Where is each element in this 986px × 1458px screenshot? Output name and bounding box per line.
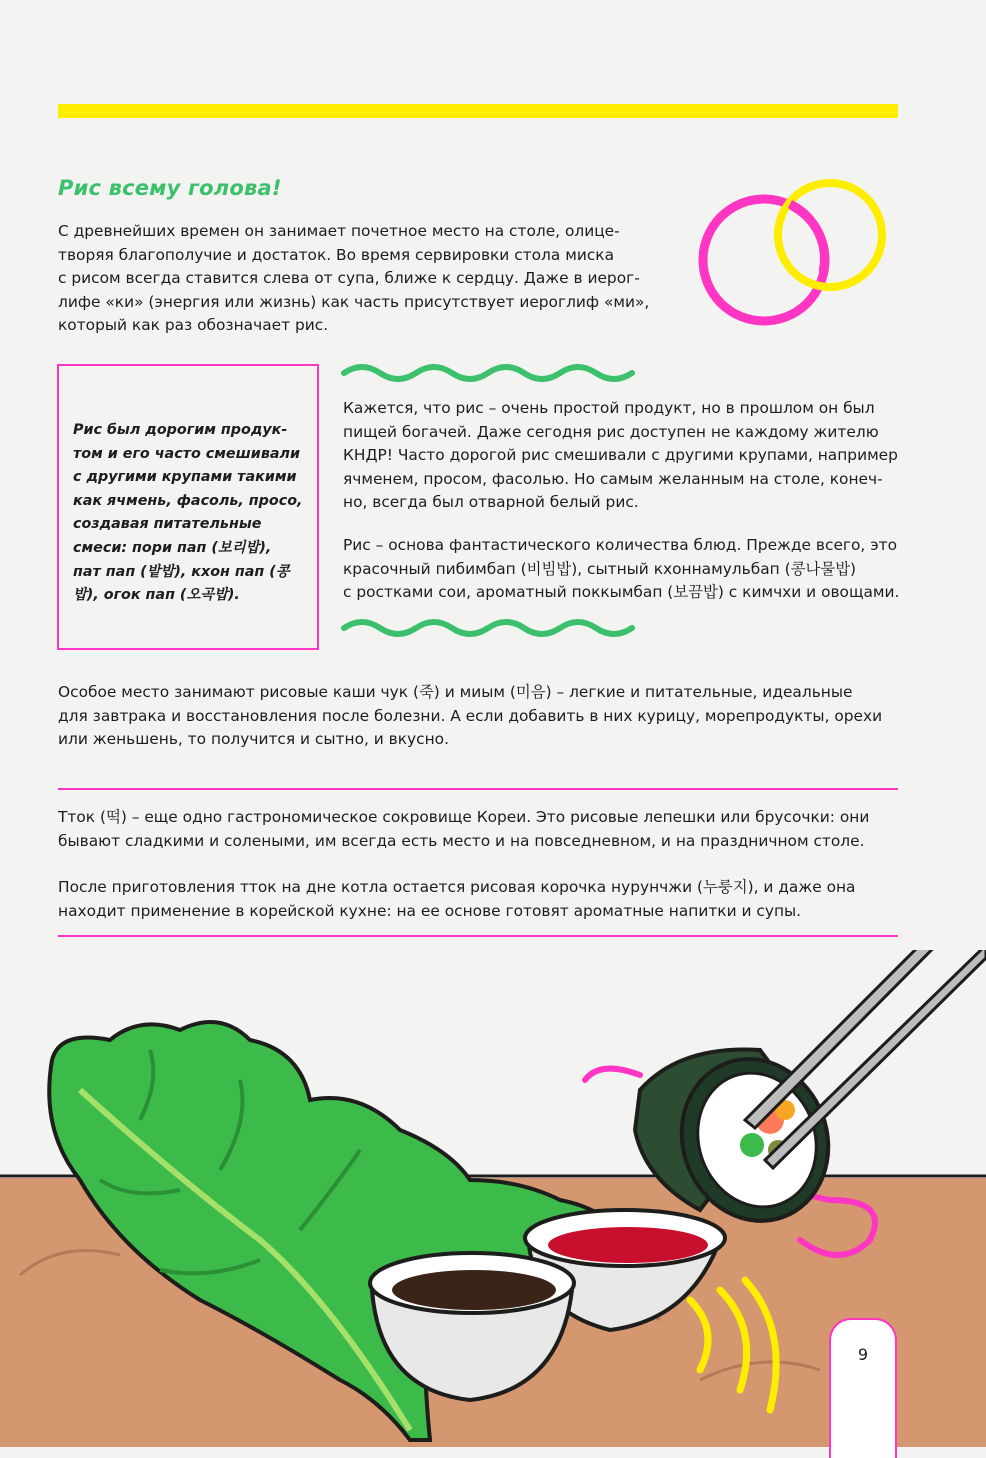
text-line: ячменем, просом, фасолью. Но самым желанным на столе, конеч-	[343, 469, 883, 488]
text-line: пищей богачей. Даже сегодня рис доступен не каждому жителю	[343, 422, 879, 441]
ttok-paragraph	[58, 806, 869, 853]
callout-text	[73, 419, 302, 608]
page-number-tab	[829, 1318, 897, 1458]
text-line: с другими крупами такими	[73, 469, 297, 486]
rice-dishes-paragraph	[343, 534, 899, 605]
text-line: с рисом всегда ставится слева от супа, ближе к сердцу. Даже в иерог-	[58, 269, 640, 287]
text-line: создавая питательные	[73, 516, 262, 533]
divider-line	[58, 788, 898, 790]
rice-luxury-paragraph	[343, 397, 898, 515]
text-line: смеси: пори пап (보리밥),	[73, 539, 272, 556]
text-line: Кажется, что рис – очень простой продукт, но в прошлом он был	[343, 399, 875, 417]
text-line: или женьшень, то получится и сытно, и вкусно.	[58, 730, 449, 748]
text-line: пат пап (밭밥), кхон пап (콩	[73, 563, 290, 580]
text-line: 밥), огок пап (오곡밥).	[73, 587, 240, 604]
text-line: красочный пибимбап (비빔밥), сытный кхоннамульбап (콩나물밥)	[343, 559, 857, 578]
text-line: с ростками сои, ароматный поккымбап (보끔밥) с кимчхи и овощами.	[343, 583, 900, 601]
rice-mixtures-callout	[57, 364, 319, 650]
text-line: Рис – основа фантастического количества блюд. Прежде всего, это	[343, 536, 898, 554]
wavy-divider-bottom	[340, 613, 636, 643]
top-accent-bar	[58, 104, 898, 118]
text-line: но, всегда был отварной белый рис.	[343, 493, 639, 511]
text-line: С древнейших времен он занимает почетное место на столе, олице-	[58, 222, 620, 240]
wavy-divider-top	[340, 358, 636, 388]
nurungji-paragraph	[58, 876, 855, 923]
text-line: который как раз обозначает рис.	[58, 316, 329, 334]
text-line: том и его часто смешивали	[73, 445, 300, 462]
text-line: Особое место занимают рисовые каши чук (죽) и миым (미음) – легкие и питательные, идеальные	[58, 683, 853, 701]
text-line: КНДР! Часто дорогой рис смешивали с другими крупами, например	[343, 446, 898, 464]
text-line: Рис был дорогим продук-	[73, 422, 288, 438]
page-number: 9	[857, 1345, 869, 1364]
text-line: бывают сладкими и солеными, им всегда есть место и на повседневном, и на праздничном столе.	[58, 831, 865, 850]
intro-paragraph	[58, 220, 649, 338]
section-title: Рис всему голова!	[58, 176, 282, 200]
text-line: находит применение в корейской кухне: на ее основе готовят ароматные напитки и супы.	[58, 901, 802, 920]
text-line: лифе «ки» (энергия или жизнь) как часть присутствует иероглиф «ми»,	[58, 292, 650, 311]
rings-illustration	[690, 176, 910, 346]
text-line: Тток (떡) – еще одно гастрономическое сокровище Кореи. Это рисовые лепешки или брусочки: они	[58, 808, 870, 826]
text-line: как ячмень, фасоль, просо,	[73, 492, 303, 509]
text-line: для завтрака и восстановления после болезни. А если добавить в них курицу, морепродукты, орехи	[58, 706, 883, 725]
divider-line	[58, 935, 898, 937]
text-line: После приготовления тток на дне котла остается рисовая корочка нурунчжи (누룽지), и даже она	[58, 878, 856, 896]
porridge-paragraph	[58, 681, 882, 752]
text-line: творяя благополучие и достаток. Во время сервировки стола миска	[58, 245, 615, 264]
